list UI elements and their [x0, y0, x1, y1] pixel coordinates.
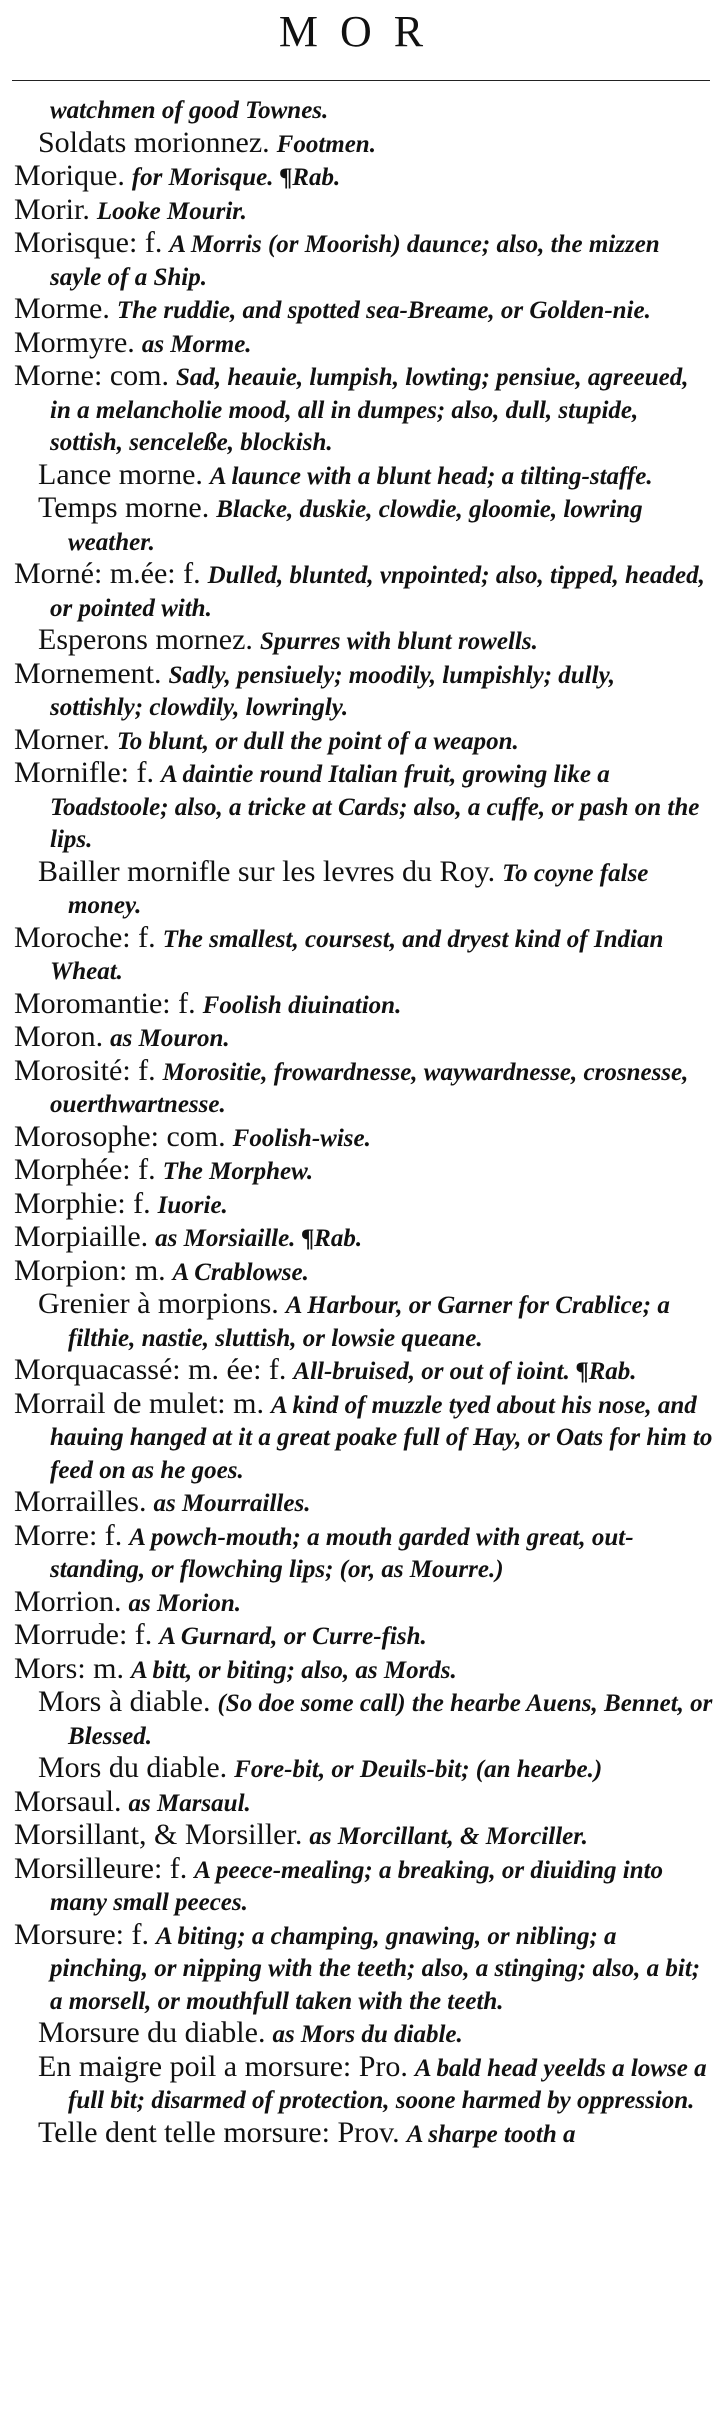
headword: Morphie: f.: [14, 1186, 151, 1220]
entry: [14, 360, 714, 459]
gloss: as Morion.: [128, 1589, 242, 1617]
gloss: as Morsiaille. ¶Rab.: [155, 1225, 363, 1252]
sub-entry: [14, 459, 714, 493]
entry: [14, 1586, 714, 1620]
entry: [14, 1919, 714, 2018]
entry: [14, 1619, 714, 1653]
entry: [14, 1154, 714, 1188]
gloss: A biting; a champing, gnawing, or nibling; a pinching, or nipping with the teeth; also, a stinging; also, a bit; a morsell, or mouthfull taken with the teeth.: [50, 1922, 701, 2015]
headword: Morique.: [14, 159, 125, 192]
gloss: for Morisque. ¶Rab.: [131, 164, 341, 191]
gloss: A Gurnard, or Curre-fish.: [159, 1623, 427, 1650]
headword: Grenier à morpions.: [38, 1287, 279, 1320]
gloss: as Mors du diable.: [272, 2021, 463, 2048]
gloss: Foolish-wise.: [232, 1124, 371, 1152]
gloss: as Marsaul.: [128, 1789, 251, 1817]
entry: [14, 658, 714, 724]
gloss: as Morcillant, & Morciller.: [309, 1823, 588, 1850]
headword: Mors à diable.: [38, 1685, 211, 1718]
entry: [14, 1486, 714, 1520]
gloss: Sad, heauie, lumpish, lowting; pensiue, agreeued, in a melancholie mood, all in dumpes; also, dull, stupide, sottish, senceleße, blockish.: [50, 364, 689, 456]
gloss: watchmen of good Townes.: [50, 97, 329, 124]
entry: [14, 1786, 714, 1820]
running-head: MOR: [278, 7, 446, 56]
entry: [14, 988, 714, 1022]
gloss: The smallest, coursest, and dryest kind of Indian Wheat.: [50, 925, 664, 985]
headword: Moroche: f.: [14, 920, 156, 954]
gloss: The ruddie, and spotted sea-Breame, or Golden-nie.: [116, 297, 651, 324]
gloss: Morositie, frowardnesse, waywardnesse, crosnesse, ouerthwartnesse.: [50, 1058, 689, 1118]
headword: Morre: f.: [14, 1518, 123, 1552]
headword: Mors: m.: [14, 1651, 125, 1685]
gloss: Dulled, blunted, vnpointed; also, tipped, headed, or pointed with.: [50, 562, 705, 622]
entry: [14, 1055, 714, 1121]
headword: Morir.: [14, 192, 90, 226]
headword: Morme.: [14, 292, 110, 325]
sub-entry: [14, 1288, 714, 1354]
gloss: To blunt, or dull the point of a weapon.: [116, 727, 519, 755]
sub-entry: [14, 2017, 714, 2051]
entry: [14, 1520, 714, 1586]
gloss: Looke Mourir.: [96, 197, 247, 225]
entry: [14, 1853, 714, 1919]
headword: Telle dent telle morsure: Prov.: [38, 2115, 400, 2149]
entry: [14, 1188, 714, 1222]
sub-entry: [14, 127, 714, 161]
headword: Morosité: f.: [14, 1053, 156, 1087]
headword: Temps morne.: [38, 491, 210, 524]
gloss: A Crablowse.: [172, 1258, 309, 1286]
gloss: Blacke, duskie, clowdie, gloomie, lowring weather.: [68, 496, 643, 556]
sub-entry: [14, 1752, 714, 1786]
entry: [14, 1255, 714, 1289]
entry: [14, 1221, 714, 1255]
gloss: A sharpe tooth a: [406, 2120, 576, 2148]
headword: En maigre poil a morsure: Pro.: [38, 2049, 408, 2083]
gloss: A Harbour, or Garner for Crablice; a filthie, nastie, sluttish, or lowsie queane.: [68, 1292, 670, 1352]
gloss: A peece-mealing; a breaking, or diuiding into many small peeces.: [50, 1856, 664, 1916]
continued-entry: [14, 94, 714, 127]
entry: [14, 1021, 714, 1055]
gloss: as Mouron.: [110, 1025, 230, 1052]
gloss: Sadly, pensiuely; moodily, lumpishly; dully, sottishly; clowdily, lowringly.: [50, 661, 615, 721]
headword: Moron.: [14, 1020, 104, 1053]
sub-entry: [14, 492, 714, 558]
header-rule: [12, 80, 710, 81]
gloss: Iuorie.: [157, 1191, 228, 1219]
gloss: Foolish diuination.: [202, 991, 402, 1019]
headword: Morner.: [14, 722, 110, 756]
headword: Morne: com.: [14, 359, 169, 392]
headword: Morsilleure: f.: [14, 1851, 188, 1885]
entry: [14, 558, 714, 624]
headword: Mornement.: [14, 656, 162, 690]
gloss: A launce with a blunt head; a tilting-staffe.: [209, 462, 653, 490]
headword: Morquacassé: m. ée: f.: [14, 1353, 287, 1386]
sub-entry: [14, 2117, 714, 2151]
gloss: (So doe some call) the hearbe Auens, Bennet, or Blessed.: [68, 1690, 713, 1750]
headword: Morné: m.ée: f.: [14, 557, 201, 590]
gloss: A powch-mouth; a mouth garded with great, out-standing, or flowching lips; (or, as Mourre.): [50, 1523, 634, 1583]
entry: [14, 1819, 714, 1853]
headword: Morsure du diable.: [38, 2016, 266, 2049]
headword: Morpion: m.: [14, 1253, 166, 1287]
gloss: as Mourrailles.: [153, 1490, 311, 1517]
entry: [14, 1121, 714, 1155]
gloss: Footmen.: [276, 130, 376, 158]
entry-list: [14, 94, 714, 2150]
entry: [14, 1388, 714, 1487]
headword: Mormyre.: [14, 325, 135, 359]
headword: Mors du diable.: [38, 1751, 228, 1784]
entry: [14, 922, 714, 988]
headword: Morsaul.: [14, 1784, 122, 1818]
gloss: A Morris (or Moorish) daunce; also, the mizzen sayle of a Ship.: [50, 231, 660, 291]
gloss: A kind of muzzle tyed about his nose, and hauing hanged at it a great poake full of Hay, or Oats for him to feed on as he goes.: [50, 1391, 713, 1484]
headword: Morrude: f.: [14, 1618, 153, 1651]
headword: Morsillant, & Morsiller.: [14, 1818, 303, 1851]
entry: [14, 757, 714, 856]
headword: Morrail de mulet: m.: [14, 1386, 264, 1420]
entry: [14, 160, 714, 194]
entry: [14, 1653, 714, 1687]
headword: Morosophe: com.: [14, 1119, 226, 1153]
headword: Mornifle: f.: [14, 756, 154, 789]
entry: [14, 293, 714, 327]
gloss: The Morphew.: [162, 1158, 314, 1185]
entry: [14, 724, 714, 758]
entry: [14, 327, 714, 361]
gloss: Fore-bit, or Deuils-bit; (an hearbe.): [234, 1756, 603, 1783]
headword: Morisque: f.: [14, 226, 163, 259]
headword: Morsure: f.: [14, 1917, 149, 1951]
headword: Soldats morionnez.: [38, 125, 270, 159]
gloss: All-bruised, or out of ioint. ¶Rab.: [293, 1358, 637, 1385]
sub-entry: [14, 2051, 714, 2117]
headword: Morrion.: [14, 1584, 122, 1618]
entry: [14, 227, 714, 293]
entry: [14, 1354, 714, 1388]
gloss: A daintie round Italian fruit, growing like a Toadstoole; also, a tricke at Cards; also, a cuffe, or pash on the lips.: [50, 761, 700, 853]
headword: Lance morne.: [38, 457, 203, 491]
gloss: A bald head yeelds a lowse a full bit; disarmed of protection, soone harmed by oppression.: [68, 2054, 707, 2114]
sub-entry: [14, 1686, 714, 1752]
headword: Morphée: f.: [14, 1153, 156, 1186]
gloss: Spurres with blunt rowells.: [259, 628, 538, 655]
headword: Esperons mornez.: [38, 623, 253, 656]
entry: [14, 194, 714, 228]
gloss: as Morme.: [141, 330, 252, 358]
headword: Morrailles.: [14, 1485, 147, 1518]
headword: Moromantie: f.: [14, 986, 196, 1020]
gloss: To coyne false money.: [68, 859, 649, 919]
sub-entry: [14, 624, 714, 658]
headword: Bailler mornifle sur les levres du Roy.: [38, 854, 496, 888]
gloss: A bitt, or biting; also, as Mords.: [131, 1656, 457, 1684]
headword: Morpiaille.: [14, 1220, 149, 1253]
sub-entry: [14, 856, 714, 922]
